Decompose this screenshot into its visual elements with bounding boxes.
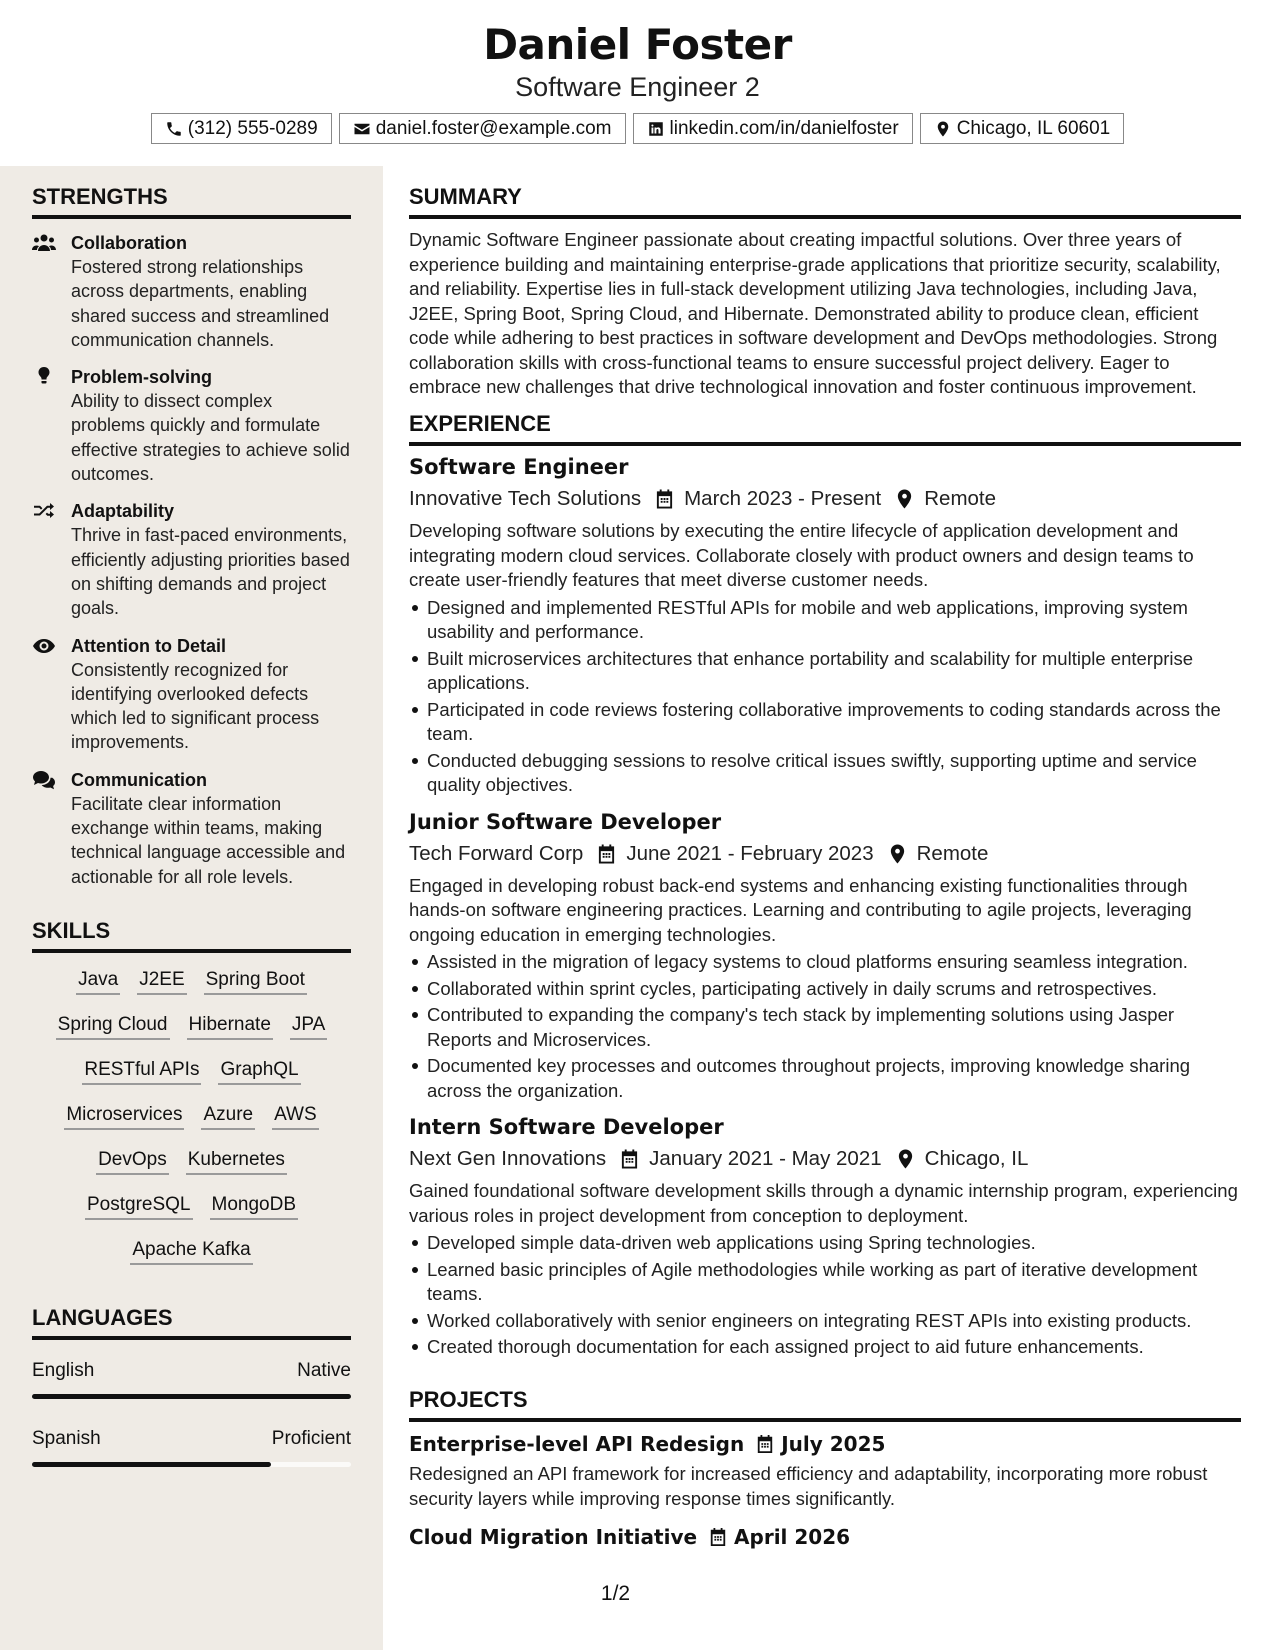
languages-heading: LANGUAGES — [32, 1305, 351, 1340]
strengths-section — [32, 184, 351, 902]
skill-tag: JPA — [290, 1012, 327, 1040]
eye-icon — [32, 636, 56, 656]
page-number: 1/2 — [600, 1582, 631, 1605]
strength-title: Attention to Detail — [71, 635, 226, 656]
contact-phone[interactable] — [151, 113, 332, 144]
job-location: Chicago, IL — [924, 1147, 1029, 1170]
language-level: Native — [297, 1360, 351, 1381]
envelope-icon — [353, 120, 371, 138]
job-entry — [409, 1115, 1241, 1360]
contact-location-text: Chicago, IL 60601 — [956, 117, 1111, 139]
contact-linkedin[interactable] — [633, 113, 913, 144]
calendar-icon — [620, 1149, 639, 1169]
job-bullets — [409, 950, 1241, 1103]
job-description: Engaged in developing robust back-end systems and enhancing existing functionalities through hands-on software engineering practices. Learning and contributing to agile projects, leveraging ongoing education in emerging technologies. — [409, 874, 1192, 945]
skill-tag: Azure — [201, 1102, 255, 1130]
job-bullet: Designed and implemented RESTful APIs for mobile and web applications, improving system usability and performance. — [409, 596, 1241, 645]
job-bullet: Built microservices architectures that enhance portability and scalability for multiple enterprise applications. — [409, 647, 1241, 696]
experience-heading: EXPERIENCE — [409, 411, 1241, 446]
comments-icon — [32, 770, 56, 790]
language-name: Spanish — [32, 1428, 101, 1449]
skills-section — [32, 918, 351, 1265]
job-bullets — [409, 596, 1241, 798]
job-bullet: Documented key processes and outcomes throughout projects, improving knowledge sharing across the organization. — [409, 1054, 1241, 1103]
project-title: Enterprise-level API Redesign — [409, 1432, 745, 1456]
skill-tag: Spring Boot — [204, 967, 307, 995]
skill-tag: Microservices — [64, 1102, 184, 1130]
job-title: Intern Software Developer — [409, 1115, 724, 1139]
skills-list — [32, 967, 351, 1265]
language-bar-fill — [32, 1394, 351, 1399]
strength-title: Problem-solving — [71, 367, 213, 388]
users-icon — [32, 233, 56, 253]
job-title: Junior Software Developer — [409, 809, 722, 834]
phone-icon — [165, 120, 183, 138]
language-bar — [32, 1394, 351, 1399]
skill-tag: GraphQL — [218, 1057, 300, 1085]
language-bar-fill — [32, 1462, 271, 1467]
strength-item — [32, 231, 351, 352]
strength-desc: Facilitate clear information exchange within teams, making technical language accessible and actionable for all role levels. — [71, 793, 346, 887]
summary-text: Dynamic Software Engineer passionate about creating impactful solutions. Over three years of experience building and maintaining enterprise-grade applications that prioritize security, scalability, and reliability. Expertise lies in full-stack development utilizing Java technologies, including Java, J2EE, Spring Boot, Spring Cloud, and Hibernate. Demonstrated ability to produce clean, efficient code while adhering to best practices in software development and DevOps methodologies. Strong collaboration skills with cross-functional teams to ensure successful project delivery. Eager to embrace new challenges that drive technological innovation and foster continuous improvement. — [409, 229, 1221, 397]
projects-heading: PROJECTS — [409, 1387, 1241, 1422]
project-entry — [409, 1525, 1241, 1549]
contact-linkedin-text: linkedin.com/in/danielfoster — [669, 117, 899, 139]
project-date: April 2026 — [734, 1525, 851, 1549]
strength-item — [32, 365, 351, 486]
job-title: Software Engineer — [409, 455, 629, 479]
job-bullet: Created thorough documentation for each assigned project to aid future enhancements. — [409, 1335, 1241, 1360]
contact-location — [920, 113, 1125, 144]
job-location: Remote — [916, 841, 989, 865]
language-name: English — [32, 1360, 95, 1381]
contact-email-text: daniel.foster@example.com — [375, 117, 612, 139]
contact-email[interactable] — [339, 113, 626, 144]
skill-tag: Spring Cloud — [56, 1012, 170, 1040]
job-entry — [409, 810, 1241, 1104]
skill-tag: Kubernetes — [186, 1147, 287, 1175]
map-pin-icon — [895, 489, 914, 509]
job-bullet: Collaborated within sprint cycles, participating actively in daily scrums and retrospectives. — [409, 977, 1241, 1002]
job-description: Gained foundational software development skills through a dynamic internship program, experiencing various roles in project development from conception to deployment. — [409, 1180, 1238, 1226]
job-company: Innovative Tech Solutions — [409, 487, 642, 510]
job-company: Tech Forward Corp — [409, 841, 584, 865]
shuffle-icon — [32, 501, 56, 521]
skills-heading: SKILLS — [32, 918, 351, 953]
job-description: Developing software solutions by executing the entire lifecycle of application development and integrating modern cloud services. Collaborate closely with product owners and design teams to create user-friendly features that meet diverse customer needs. — [409, 520, 1194, 590]
linkedin-icon — [647, 120, 665, 138]
project-description: Redesigned an API framework for increased efficiency and adaptability, incorporating more robust security layers while improving response times significantly. — [409, 1463, 1208, 1509]
strength-item — [32, 499, 351, 620]
strength-item — [32, 634, 351, 755]
job-dates: June 2021 - February 2023 — [626, 841, 874, 865]
job-bullet: Worked collaboratively with senior engineers on integrating REST APIs into existing products. — [409, 1309, 1241, 1334]
language-item — [32, 1360, 351, 1399]
calendar-icon — [655, 489, 674, 509]
skill-tag: AWS — [272, 1102, 319, 1130]
job-bullets — [409, 1231, 1241, 1360]
skill-tag: PostgreSQL — [85, 1192, 193, 1220]
language-level: Proficient — [271, 1428, 351, 1449]
project-date: July 2025 — [781, 1432, 886, 1456]
skill-tag: MongoDB — [210, 1192, 299, 1220]
lightbulb-icon — [32, 367, 56, 387]
skill-tag: RESTful APIs — [82, 1057, 201, 1085]
strength-desc: Consistently recognized for identifying overlooked defects which led to significant process improvements. — [71, 659, 320, 753]
job-location: Remote — [924, 487, 997, 510]
job-entry — [409, 455, 1241, 798]
map-pin-icon — [888, 844, 907, 864]
candidate-title: Software Engineer 2 — [515, 72, 760, 102]
experience-section — [409, 411, 1241, 1362]
contact-phone-text: (312) 555-0289 — [187, 117, 318, 139]
candidate-name: Daniel Foster — [483, 20, 792, 69]
job-dates: March 2023 - Present — [684, 487, 882, 510]
project-title: Cloud Migration Initiative — [409, 1525, 698, 1549]
strength-desc: Fostered strong relationships across departments, enabling shared success and streamlined communication channels. — [71, 257, 330, 350]
skill-tag: J2EE — [137, 967, 186, 995]
strength-desc: Thrive in fast-paced environments, efficiently adjusting priorities based on shifting demands and project goals. — [71, 525, 350, 619]
skill-tag: Hibernate — [187, 1012, 273, 1040]
job-bullet: Participated in code reviews fostering collaborative improvements to coding standards across the team. — [409, 698, 1241, 747]
strength-title: Collaboration — [71, 233, 187, 253]
strength-item — [32, 768, 351, 889]
strengths-heading: STRENGTHS — [32, 184, 351, 219]
job-bullet: Learned basic principles of Agile methodologies while working as part of iterative development teams. — [409, 1258, 1241, 1307]
language-bar — [32, 1462, 351, 1467]
map-pin-icon — [934, 120, 952, 138]
job-bullet: Developed simple data-driven web applications using Spring technologies. — [409, 1231, 1241, 1256]
strength-title: Communication — [71, 769, 208, 790]
job-bullet: Contributed to expanding the company's tech stack by implementing solutions using Jasper Reports and Microservices. — [409, 1003, 1241, 1052]
strength-title: Adaptability — [71, 501, 175, 522]
main-content — [383, 166, 1275, 1650]
job-dates: January 2021 - May 2021 — [649, 1147, 882, 1170]
languages-section — [32, 1305, 351, 1467]
skill-tag: Java — [76, 967, 120, 995]
contact-bar — [0, 113, 1275, 144]
job-company: Next Gen Innovations — [409, 1147, 607, 1170]
calendar-icon — [597, 844, 616, 864]
language-item — [32, 1428, 351, 1467]
map-pin-icon — [896, 1149, 915, 1169]
skill-tag: DevOps — [96, 1147, 169, 1175]
sidebar — [0, 166, 383, 1650]
summary-section — [409, 184, 1241, 400]
project-entry — [409, 1432, 1241, 1511]
job-bullet: Conducted debugging sessions to resolve critical issues swiftly, supporting uptime and service quality objectives. — [409, 749, 1241, 798]
calendar-icon — [709, 1527, 727, 1547]
summary-heading: SUMMARY — [409, 184, 1241, 219]
strength-desc: Ability to dissect complex problems quickly and formulate effective strategies to achieve solid outcomes. — [71, 391, 350, 485]
skill-tag: Apache Kafka — [130, 1237, 252, 1265]
projects-section — [409, 1387, 1241, 1549]
calendar-icon — [756, 1434, 774, 1454]
job-bullet: Assisted in the migration of legacy systems to cloud platforms ensuring seamless integration. — [409, 950, 1241, 975]
resume-header — [0, 0, 1275, 166]
